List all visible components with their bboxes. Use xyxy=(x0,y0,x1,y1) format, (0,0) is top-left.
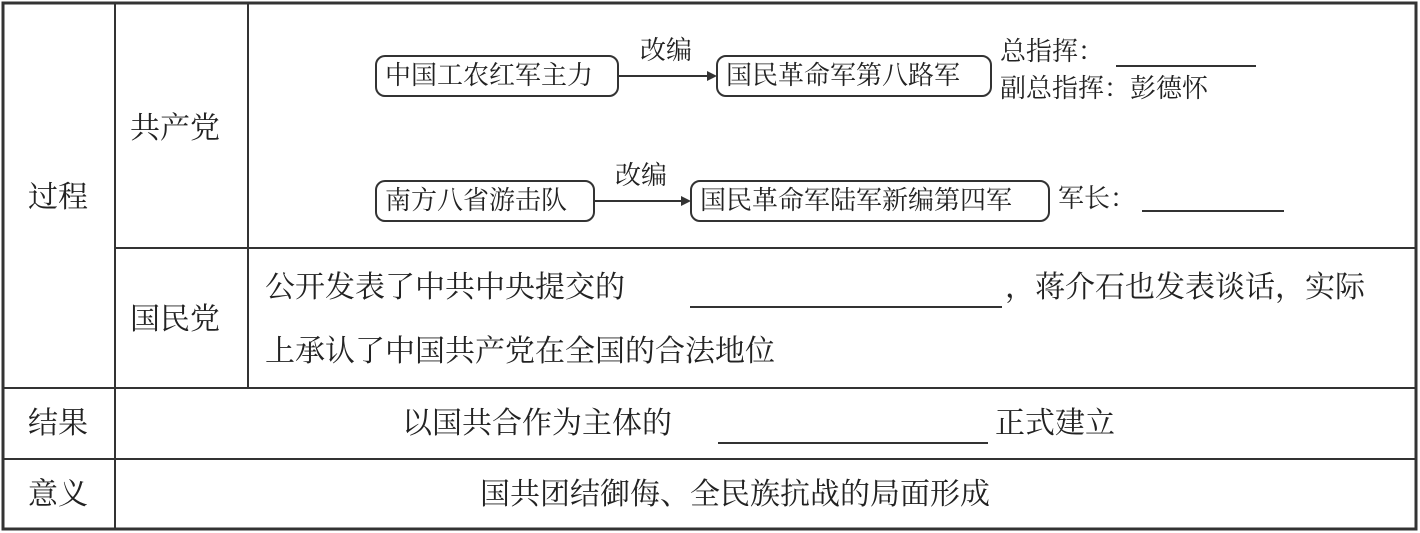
blank-united-front xyxy=(718,442,988,444)
blank-army-commander xyxy=(1142,210,1284,212)
kmt-text-part-b: ，蒋介石也发表谈话，实际 xyxy=(1005,270,1365,305)
sub-label-kmt: 国民党 xyxy=(130,302,220,337)
note-commander: 总指挥： xyxy=(1000,37,1105,67)
kmt-text-part-a: 公开发表了中共中央提交的 xyxy=(265,270,625,305)
kmt-text-part-c: 上承认了中国共产党在全国的合法地位 xyxy=(265,334,775,369)
box-eighth-route-army: 国民革命军第八路军 xyxy=(716,55,992,97)
arrow-label-reorganize-1: 改编 xyxy=(640,36,693,66)
arrow-label-reorganize-2: 改编 xyxy=(615,161,668,191)
arrow-right-icon xyxy=(595,193,693,209)
meaning-text: 国共团结御侮、全民族抗战的局面形成 xyxy=(480,477,990,512)
result-text-part-b: 正式建立 xyxy=(995,406,1115,441)
arrow-right-icon xyxy=(619,68,719,84)
sub-label-communist: 共产党 xyxy=(130,111,220,146)
box-red-army-main: 中国工农红军主力 xyxy=(375,55,619,97)
note-army-commander: 军长： xyxy=(1058,184,1137,214)
row-label-result: 结果 xyxy=(28,406,88,441)
row-label-meaning: 意义 xyxy=(28,477,88,512)
note-vice-commander: 副总指挥：彭德怀 xyxy=(1000,74,1209,104)
row-label-process: 过程 xyxy=(28,180,88,215)
result-text-part-a: 以国共合作为主体的 xyxy=(402,406,672,441)
box-new-fourth-army: 国民革命军陆军新编第四军 xyxy=(690,180,1050,222)
blank-commander xyxy=(1116,65,1256,67)
blank-declaration xyxy=(690,306,1002,308)
box-guerrillas: 南方八省游击队 xyxy=(375,180,595,222)
